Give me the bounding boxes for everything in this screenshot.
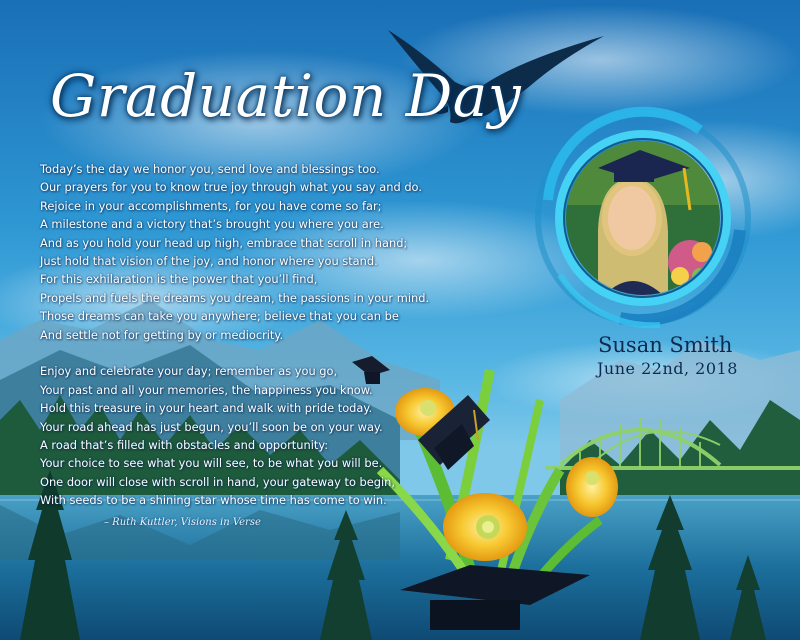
- graduate-name: Susan Smith: [598, 333, 733, 357]
- poem-line: And as you hold your head up high, embrace that scroll in hand;: [40, 235, 408, 250]
- graduation-date: June 22nd, 2018: [597, 359, 738, 378]
- poem-stanza-1: [40, 160, 440, 344]
- poem-attribution: – Ruth Kuttler, Visions in Verse: [104, 517, 261, 528]
- poem-line: A road that’s filled with obstacles and opportunity:: [40, 438, 329, 453]
- page-title: Graduation Day: [50, 62, 522, 130]
- poem-line: One door will close with scroll in hand, your gateway to begin,: [40, 474, 396, 489]
- poem-line: A milestone and a victory that’s brought you where you are.: [40, 217, 384, 232]
- poem-line: Propels and fuels the dreams you dream, the passions in your mind.: [40, 290, 430, 305]
- poem: [40, 160, 440, 510]
- poem-stanza-2: [40, 362, 440, 509]
- poem-line: Our prayers for you to know true joy through what you say and do.: [40, 180, 422, 195]
- poem-line: Today’s the day we honor you, send love and blessings too.: [40, 162, 380, 176]
- poem-line: For this exhilaration is the power that you’ll find,: [40, 272, 318, 287]
- poem-line: Rejoice in your accomplishments, for you have come so far;: [40, 198, 382, 213]
- poem-line: Hold this treasure in your heart and walk with pride today.: [40, 401, 373, 416]
- poem-line: Enjoy and celebrate your day; remember as you go,: [40, 364, 338, 379]
- poem-line: With seeds to be a shining star whose time has come to win.: [40, 493, 387, 508]
- poem-line: Just hold that vision of the joy, and honor where you stand.: [40, 254, 378, 269]
- poem-line: Your road ahead has just begun, you’ll soon be on your way.: [40, 419, 383, 434]
- poem-line: Those dreams can take you anywhere; believe that you can be: [40, 309, 399, 324]
- poem-line: Your past and all your memories, the happiness you know.: [40, 382, 373, 397]
- poem-line: Your choice to see what you will see, to be what you will be.: [40, 456, 383, 471]
- poem-line: And settle not for getting by or mediocrity.: [40, 327, 284, 342]
